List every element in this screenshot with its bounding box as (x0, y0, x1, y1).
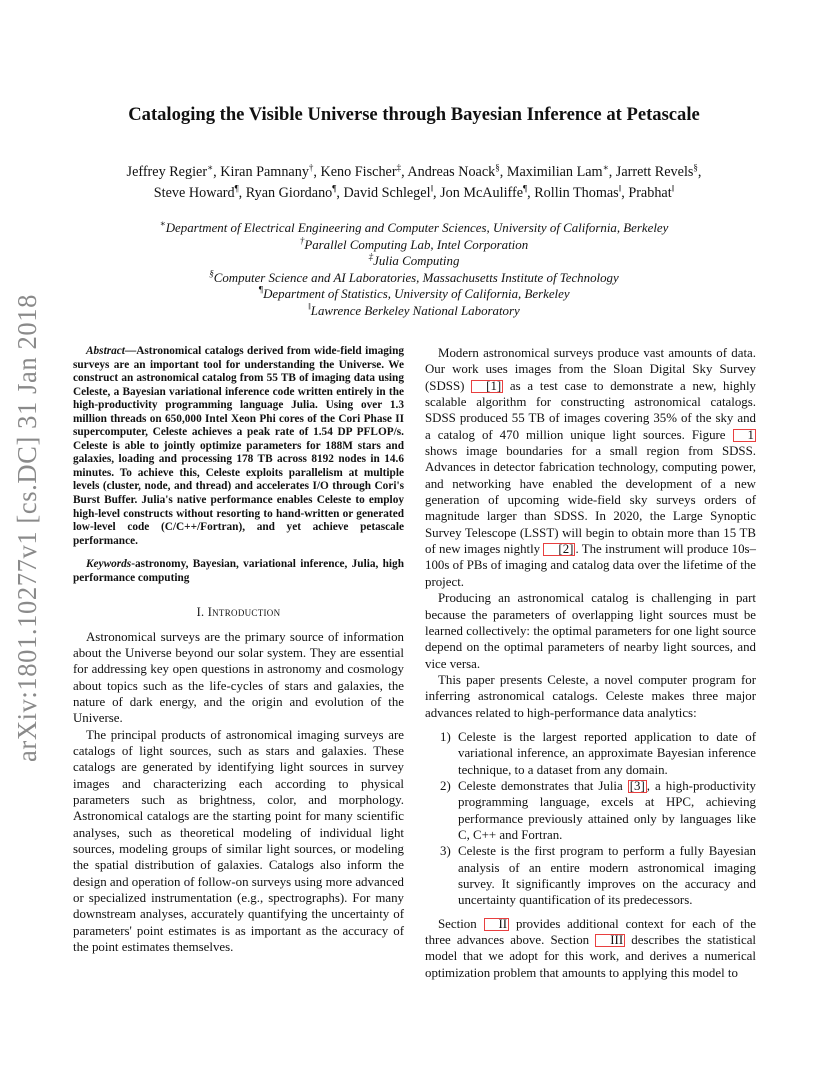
list-item: 2) Celeste demonstrates that Julia [3] , a high-productivity programming language, excels at HPC, achieving performance previously attained only by languages like C, C++ and Fortran. (440, 778, 756, 842)
keywords-lead: Keywords (86, 558, 132, 571)
abstract-lead: Abstract (86, 345, 125, 357)
right-column (425, 345, 756, 981)
section-heading-introduction: I. Introduction (196, 605, 281, 620)
arxiv-stamp-text: arXiv:1801.10277v1 [cs.DC] 31 Jan 2018 (12, 292, 42, 762)
author: Maximilian Lam∗ (506, 162, 609, 180)
affiliation-list (60, 220, 768, 319)
left-column (73, 345, 404, 956)
intro-paragraph: The principal products of astronomical imaging surveys are catalogs of light sources, such as stars and galaxies. These catalogs are generated by identifying light sources in survey images and characterizing each according to physical parameters such as brightness, color, and morphology. Astronomical catalogs are the starting point for many scientific analyses, such as theoretical modeling of individual light sources, modeling groups of similar light sources, or modeling the spatial distribution of galaxies. Catalogs also inform the design and operation of follow-on surveys using more advanced or specialized instrumentation (e.g., spectrographs). For many downstream analyses, accurately quantifying the uncertainty of parameters' point estimates is as important as the accuracy of the point estimates themselves. (73, 727, 404, 955)
author-list (70, 162, 758, 204)
author: David Schlegel‖ (343, 183, 434, 201)
body-paragraph: This paper presents Celeste, a novel computer program for inferring astronomical catalogs. Celeste makes three major advances related to high-performance data analytics: (425, 672, 756, 720)
author-line-2: Steve Howard¶, Ryan Giordano¶, David Schlegel‖, Jon McAuliffe¶, Rollin Thomas‖, Prabhat‖ (153, 183, 675, 201)
body-paragraph: Section II provides additional context for each of the three advances above. Section III describes the statistical model that we adopt for this work, and derives a numerical optimization problem that amounts to applying this model to (425, 916, 757, 980)
arxiv-stamp-graphic (10, 292, 44, 762)
citation-link[interactable]: [2] (543, 543, 575, 556)
figure-link[interactable]: 1 (733, 429, 756, 442)
author: Ryan Giordano¶ (245, 183, 337, 201)
author: Steve Howard¶ (153, 183, 239, 201)
author: Jon McAuliffe¶ (440, 183, 528, 201)
body-paragraph: Modern astronomical surveys produce vast amounts of data. Our work uses images from the Sloan Digital Sky Survey (SDSS) [1] as a test case to demonstrate a new, highly scalable algorithm for constructing astronomical catalogs. SDSS produced 55 TB of images covering 35% of the sky and a catalog of 470 million unique light sources. Figure 1 shows image boundaries for a small region from SDSS. Advances in detector fabrication technology, computing power, and networking have enabled the development of a new generation of upcoming wide-field sky surveys orders of magnitude larger than SDSS. In 2020, the Large Synoptic Survey Telescope (LSST) will begin to obtain more than 15 TB of new images nightly [2] . The instrument will produce 10s–100s of PBs of imaging and catalog data over the lifetime of the project. (425, 346, 756, 589)
affiliation: §Computer Science and AI Laboratories, Massachusetts Institute of Technology (209, 268, 619, 285)
arxiv-identifier-stamp[interactable] (10, 292, 44, 762)
author: Jeffrey Regier∗ (126, 162, 214, 180)
citation-link[interactable]: [1] (471, 380, 503, 393)
section-link[interactable]: III (595, 934, 625, 947)
affiliation: †Parallel Computing Lab, Intel Corporation (299, 235, 529, 252)
author-line-1: Jeffrey Regier∗, Kiran Pamnany†, Keno Fischer‡, Andreas Noack§, Maximilian Lam∗, Jarrett Revels§, (126, 162, 702, 180)
author: Andreas Noack§ (407, 162, 500, 180)
contribution-list (425, 729, 756, 909)
intro-paragraph: Astronomical surveys are the primary source of information about the Universe beyond our solar system. They are essential for addressing key open questions in astronomy and cosmology about topics such as the life-cycles of stars and galaxies, the nature of dark energy, and the origin and evolution of the Universe. (73, 629, 404, 726)
abstract (73, 345, 404, 548)
author: Prabhat‖ (628, 183, 675, 201)
abstract-text: —Astronomical catalogs derived from wide-field imaging surveys are an important tool for understanding the Universe. We construct an astronomical catalog from 55 TB of imaging data using Celeste, a Bayesian variational inference code written entirely in the high-productivity programming language Julia. Using over 1.3 million threads on 650,000 Intel Xeon Phi cores of the Cori Phase II supercomputer, Celeste achieves a peak rate of 1.54 DP PFLOP/s. Celeste is able to jointly optimize parameters for 188M stars and galaxies, loading and processing 178 TB across 8192 nodes in 14.6 minutes. To achieve this, Celeste exploits parallelism at multiple levels (cluster, node, and thread) and accelerates I/O through Cori's Burst Buffer. Julia's native performance enables Celeste to employ high-level constructs without resorting to hand-written or generated low-level code (C/C++/Fortran), and yet achieve petascale performance. (73, 345, 404, 547)
affiliation: ‡Julia Computing (368, 251, 460, 268)
list-item: 3) Celeste is the first program to perform a fully Bayesian analysis of an entire modern astronomical imaging survey. It significantly improves on the accuracy and uncertainty quantification of its predecessors. (440, 844, 756, 908)
body-paragraph: Producing an astronomical catalog is challenging in part because the parameters of overlapping light sources must be learned collectively: the optimal parameters for one light source depend on the optimal parameters of nearby light sources, and vice versa. (425, 591, 756, 671)
keywords-text: -astronomy, Bayesian, variational inference, Julia, high performance computing (73, 558, 404, 584)
affiliation: ‖Lawrence Berkeley National Laboratory (308, 301, 520, 318)
list-item: 1) Celeste is the largest reported application to date of variational inference, an approximate Bayesian inference technique, to a dataset from any domain. (440, 729, 756, 777)
author: Keno Fischer‡ (320, 162, 402, 180)
author: Rollin Thomas‖ (534, 183, 622, 201)
citation-link[interactable]: [3] (629, 778, 645, 793)
keywords (73, 558, 404, 585)
author: Kiran Pamnany† (220, 162, 314, 180)
affiliation: ¶Department of Statistics, University of California, Berkeley (258, 284, 570, 301)
section-link[interactable]: II (484, 918, 510, 931)
affiliation: ∗Department of Electrical Engineering and Computer Sciences, University of California, Berkeley (159, 218, 669, 235)
author: Jarrett Revels§ (615, 162, 698, 180)
paper-title: Cataloging the Visible Universe through Bayesian Inference at Petascale (128, 104, 700, 125)
